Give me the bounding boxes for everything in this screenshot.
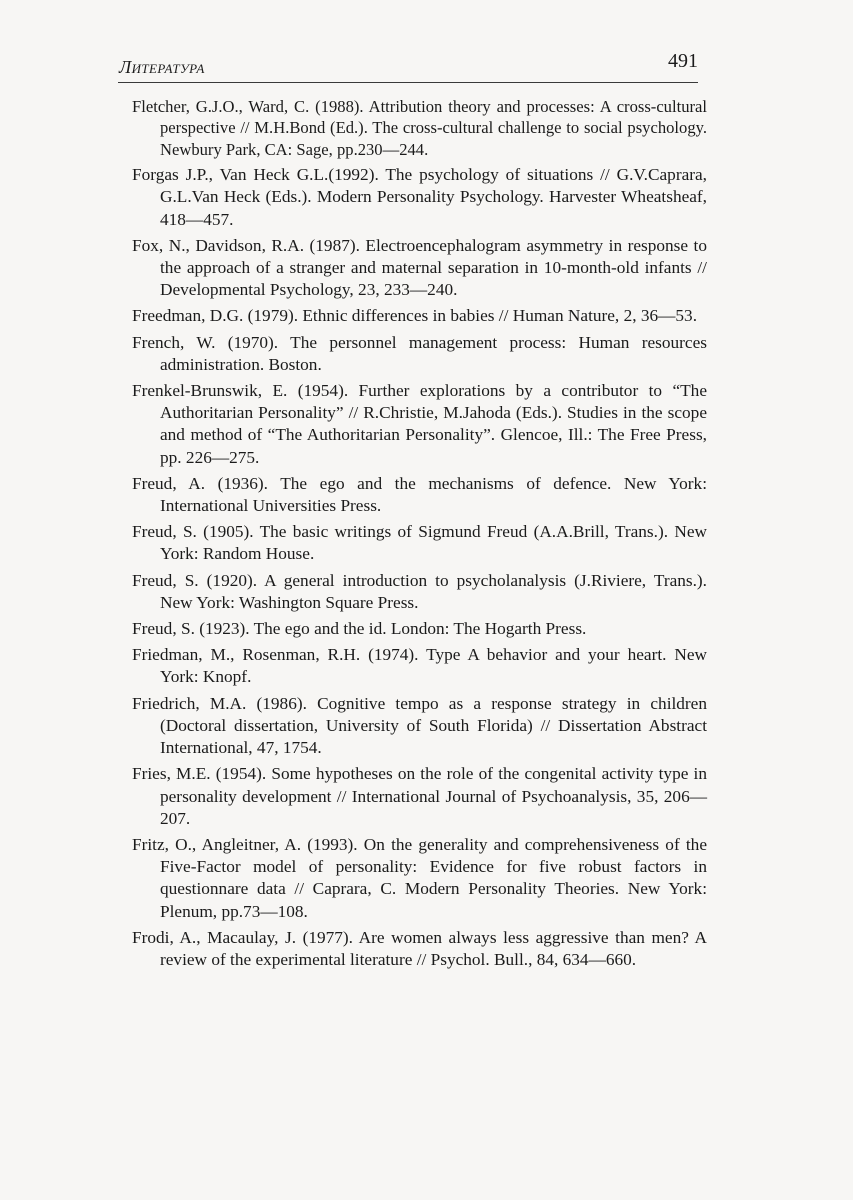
header-divider	[118, 82, 698, 83]
reference-entry: Freud, S. (1923). The ego and the id. London: The Hogarth Press.	[132, 619, 587, 639]
reference-entry: Fritz, O., Angleitner, A. (1993). On the generality and comprehensiveness of the Five-Factor model of personality: Evidence for five robust factors in questionnare data // Caprara, C. Modern Personality Theories. New York: Plenum, pp.73—108.	[132, 834, 707, 921]
reference-entry: Freud, A. (1936). The ego and the mechanisms of defence. New York: International Universities Press.	[132, 473, 707, 516]
reference-list	[132, 96, 707, 975]
reference-entry: Frodi, A., Macaulay, J. (1977). Are women always less aggressive than men? A review of the experimental literature // Psychol. Bull., 84, 634—660.	[132, 927, 707, 969]
reference-entry: Freud, S. (1905). The basic writings of Sigmund Freud (A.A.Brill, Trans.). New York: Random House.	[132, 522, 707, 564]
reference-entry: Frenkel-Brunswik, E. (1954). Further explorations by a contributor to “The Authoritarian Personality” // R.Christie, M.Jahoda (Eds.). Studies in the scope and method of “The Authoritarian Personality”. Glencoe, Ill.: The Free Press, pp. 226—275.	[132, 381, 707, 467]
reference-entry: French, W. (1970). The personnel management process: Human resources administration. Boston.	[132, 332, 707, 374]
reference-entry: Freud, S. (1920). A general introduction to psycholanalysis (J.Riviere, Trans.). New York: Washington Square Press.	[132, 570, 707, 612]
reference-entry: Friedrich, M.A. (1986). Cognitive tempo as a response strategy in children (Doctoral dissertation, University of South Florida) // Dissertation Abstract International, 47, 1754.	[132, 693, 707, 758]
reference-entry: Freedman, D.G. (1979). Ethnic differences in babies // Human Nature, 2, 36—53.	[132, 306, 698, 326]
reference-entry: Forgas J.P., Van Heck G.L.(1992). The psychology of situations // G.V.Caprara, G.L.Van Heck (Eds.). Modern Personality Psychology. Harvester Wheatsheaf, 418—457.	[132, 165, 707, 229]
reference-entry: Fries, M.E. (1954). Some hypotheses on the role of the congenital activity type in personality development // International Journal of Psychoanalysis, 35, 206—207.	[132, 764, 707, 828]
section-title: Литература	[119, 57, 205, 77]
reference-entry: Friedman, M., Rosenman, R.H. (1974). Type A behavior and your heart. New York: Knopf.	[132, 645, 707, 687]
reference-entry: Fox, N., Davidson, R.A. (1987). Electroencephalogram asymmetry in response to the approach of a stranger and maternal separation in 10-month-old infants // Developmental Psychology, 23, 233—240.	[132, 235, 707, 300]
running-head	[118, 47, 698, 83]
reference-entry: Fletcher, G.J.O., Ward, C. (1988). Attribution theory and processes: A cross-cultural perspective // M.H.Bond (Ed.). The cross-cultural challenge to social psychology. Newbury Park, CA: Sage, pp.230—244.	[132, 97, 707, 159]
page-number: 491	[668, 50, 698, 72]
